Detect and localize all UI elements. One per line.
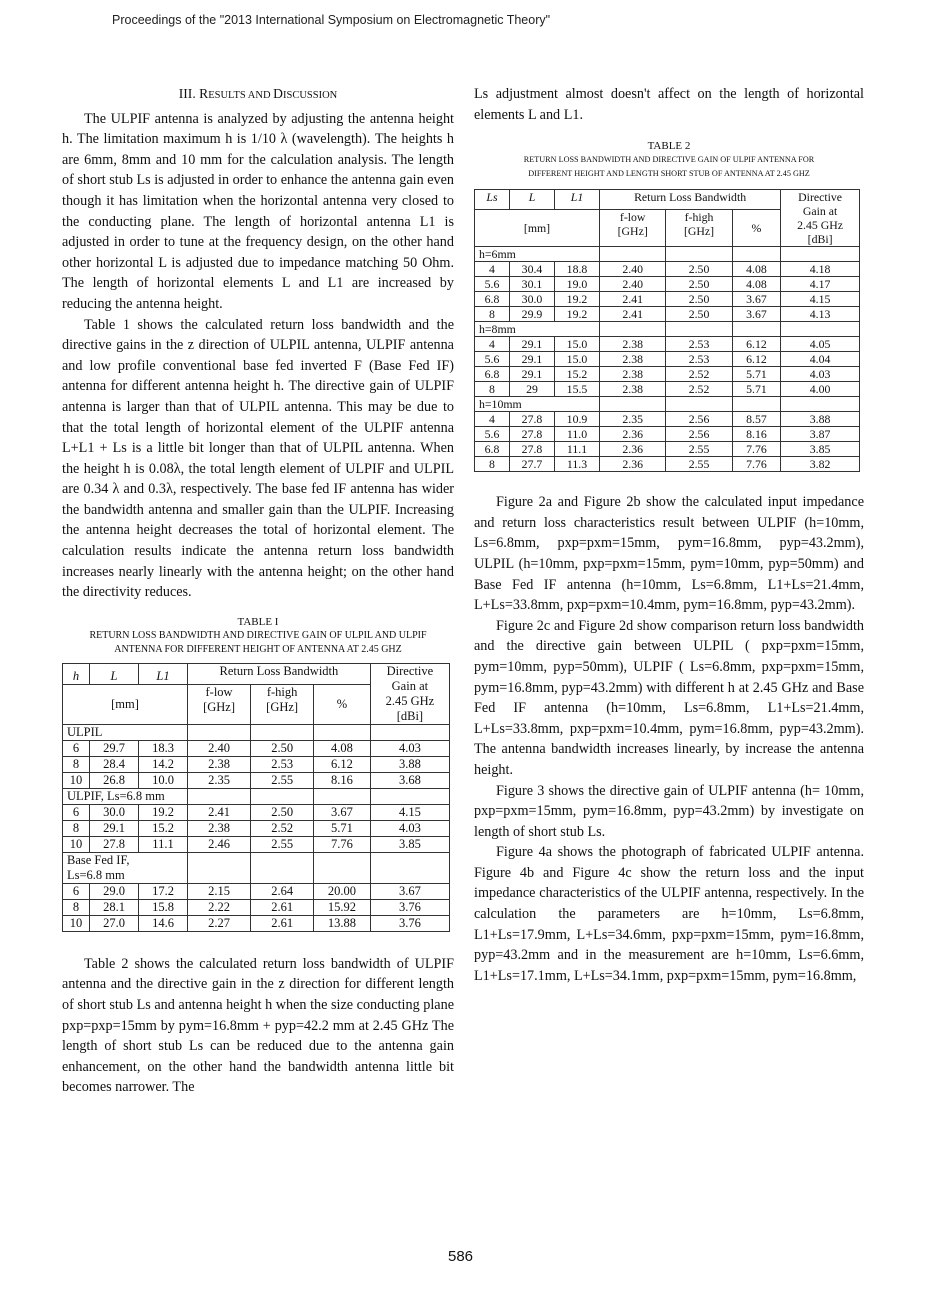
table-cell: 2.38 xyxy=(600,352,666,367)
table-cell: 8 xyxy=(475,457,510,472)
table-cell: 15.5 xyxy=(555,382,600,397)
table-cell: 3.88 xyxy=(781,412,860,427)
table-cell: 18.3 xyxy=(139,740,188,756)
table-cell: 4.15 xyxy=(370,804,449,820)
table-group-label: h=8mm xyxy=(475,322,600,337)
table-cell: 8.16 xyxy=(314,772,371,788)
table-cell: 4.18 xyxy=(781,262,860,277)
table-cell: 2.35 xyxy=(600,412,666,427)
table-cell: 4.03 xyxy=(370,820,449,836)
table-row xyxy=(475,277,860,292)
table-cell: 6.8 xyxy=(475,442,510,457)
right-column xyxy=(474,84,864,986)
table-cell: 2.36 xyxy=(600,442,666,457)
table-cell: 2.50 xyxy=(666,277,732,292)
page-number: 586 xyxy=(448,1248,474,1265)
table-cell: 11.0 xyxy=(555,427,600,442)
table-row xyxy=(475,352,860,367)
table-cell: 29.7 xyxy=(90,740,139,756)
table-row xyxy=(475,367,860,382)
table-cell: 30.0 xyxy=(510,292,555,307)
table-cell: 27.8 xyxy=(510,427,555,442)
table-cell: 5.6 xyxy=(475,427,510,442)
table-group-row xyxy=(63,788,450,804)
table-cell: 6.12 xyxy=(314,756,371,772)
table-cell: 2.50 xyxy=(666,262,732,277)
table-row xyxy=(475,442,860,457)
table-cell: 29.9 xyxy=(510,307,555,322)
table-row xyxy=(63,756,450,772)
table-cell: 29.1 xyxy=(510,352,555,367)
table-cell: 15.8 xyxy=(139,899,188,915)
table-cell: 3.88 xyxy=(370,756,449,772)
table1: h L L1 Return Loss Bandwidth Directive Gain at 2.45 GHz [dBi] [mm] f-low [GHz] f-high [GHz] % ULPIL 6 29.7 18.3 2.40 2.50 4.08 4.03 8 28.4 14.2 2.38 2.53 6.12 3.88 10 26.8 10.0 2.35 2.55 8.16 3.68 ULPIF, Ls=6.8 mm 6 30.0 19.2 2.41 2.50 3.67 4.15 8 29.1 15.2 2.38 2.52 5.71 4.03 10 27.8 11.1 2.46 2.55 7.76 3.85 Base Fed IF, Ls=6.8 mm 6 29.0 17.2 2.15 2.64 20.00 3.67 8 28.1 15.8 2.22 2.61 15.92 3.76 10 27.0 14.6 2.27 2.61 13.88 3.76 xyxy=(62,663,450,932)
table-row xyxy=(475,382,860,397)
table-cell: 28.1 xyxy=(90,899,139,915)
table-row xyxy=(63,772,450,788)
table-row xyxy=(475,262,860,277)
section-title: III. RESULTS AND DISCUSSION xyxy=(178,86,338,101)
table-cell: 2.56 xyxy=(666,412,732,427)
table-group-row xyxy=(63,724,450,740)
table-group-label: Base Fed IF, Ls=6.8 mm xyxy=(63,852,188,883)
table-cell: 27.8 xyxy=(90,836,139,852)
table-cell: 2.55 xyxy=(251,772,314,788)
table-cell: 27.8 xyxy=(510,442,555,457)
table-cell: 17.2 xyxy=(139,883,188,899)
table-group-row xyxy=(63,852,450,883)
table-cell: 29.1 xyxy=(510,337,555,352)
table-cell: 2.52 xyxy=(251,820,314,836)
table-cell: 2.41 xyxy=(600,307,666,322)
table-cell: 10 xyxy=(63,915,90,931)
table-row xyxy=(475,307,860,322)
table-cell: 15.2 xyxy=(139,820,188,836)
table-cell: 3.82 xyxy=(781,457,860,472)
table-row xyxy=(63,804,450,820)
table-cell: 2.40 xyxy=(188,740,251,756)
table-cell: 4.03 xyxy=(370,740,449,756)
table-cell: 26.8 xyxy=(90,772,139,788)
paragraph-2: Table 1 shows the calculated return loss bandwidth and the directive gains in the z direction of ULPIL antenna, ULPIF antenna and low profile conventional base fed inverted F (Base Fed IF) antenna for different antenna height h. The directive gain of ULPIF antenna is larger than that of ULPIL antenna. This may be due to that the total length of horizontal element of the ULPIF antenna L+L1 + Ls is a little bit longer than that of ULPIL antenna. When the height h is 0.08λ, the total length element of ULPIF and ULPIL are 0.34 λ and 0.3λ, respectively. The base fed IF antenna has wider the bandwidth antenna and smaller gain than the ULPIF. Increasing the antenna height decreases the total of horizontal element. The calculation results indicate the antenna return loss bandwidth increases nearly linearly with the antenna height; on the other hand the directivity reduces. xyxy=(62,316,454,601)
table-cell: 4.08 xyxy=(314,740,371,756)
table-row xyxy=(63,836,450,852)
table2-label: TABLE 2 xyxy=(647,140,691,153)
table-cell: 8 xyxy=(475,382,510,397)
paragraph-6: Figure 2c and Figure 2d show comparison return loss bandwidth and the directive gain between ULPIL ( pxp=pxm=15mm, pym=10mm, pyp=50mm), ULPIF ( Ls=6.8mm, pxp=pxm=15mm, pym=16.8mm, pyp=43.2mm) with different h at 2.45 GHz and Base Fed IF antenna (h=10mm, Ls=6.8mm, L1+Ls=21.4mm, L+Ls=33.8mm, pxp=pxm=10.4mm, pym=16.8mm, pyp=43.2mm). The antenna bandwidth increases linearly, by increase the antenna height. xyxy=(474,617,864,778)
table-cell: 4.13 xyxy=(781,307,860,322)
table-cell: 2.40 xyxy=(600,277,666,292)
table-cell: 7.76 xyxy=(732,442,780,457)
table-cell: 2.35 xyxy=(188,772,251,788)
table-cell: 3.76 xyxy=(370,899,449,915)
table-cell: 3.68 xyxy=(370,772,449,788)
left-column xyxy=(62,84,454,1098)
table-cell: 2.50 xyxy=(251,804,314,820)
table-row xyxy=(475,457,860,472)
table-cell: 14.2 xyxy=(139,756,188,772)
table-group-row xyxy=(475,322,860,337)
conference-header: Proceedings of the "2013 International Symposium on Electromagnetic Theory" xyxy=(112,13,551,27)
table-cell: 3.85 xyxy=(781,442,860,457)
table-cell: 2.56 xyxy=(666,427,732,442)
table-cell: 4.04 xyxy=(781,352,860,367)
table-cell: 15.2 xyxy=(555,367,600,382)
table-cell: 27.7 xyxy=(510,457,555,472)
table-cell: 2.53 xyxy=(666,352,732,367)
table-cell: 8 xyxy=(63,820,90,836)
table-row xyxy=(475,292,860,307)
table-cell: 4 xyxy=(475,412,510,427)
table-cell: 6.8 xyxy=(475,292,510,307)
table-cell: 2.55 xyxy=(666,442,732,457)
table-cell: 2.41 xyxy=(600,292,666,307)
table-cell: 20.00 xyxy=(314,883,371,899)
table-cell: 5.6 xyxy=(475,352,510,367)
table-cell: 29.0 xyxy=(90,883,139,899)
table-cell: 30.0 xyxy=(90,804,139,820)
paragraph-4: Ls adjustment almost doesn't affect on the length of horizontal elements L and L1. xyxy=(474,86,864,123)
table1-label: TABLE I xyxy=(237,615,279,628)
paragraph-7: Figure 3 shows the directive gain of ULPIF antenna (h= 10mm, pxp=pxm=15mm, pym=16.8mm, pyp=43.2mm) by investigate on length of short stub Ls. xyxy=(474,782,864,840)
table-cell: 6 xyxy=(63,740,90,756)
table-cell: 3.85 xyxy=(370,836,449,852)
table-cell: 8.57 xyxy=(732,412,780,427)
table-row xyxy=(63,915,450,931)
table-cell: 30.1 xyxy=(510,277,555,292)
table-cell: 2.61 xyxy=(251,915,314,931)
table-cell: 4.17 xyxy=(781,277,860,292)
table-cell: 3.76 xyxy=(370,915,449,931)
table-cell: 4 xyxy=(475,262,510,277)
table-group-row xyxy=(475,247,860,262)
table-group-label: ULPIL xyxy=(63,724,188,740)
table-cell: 29.1 xyxy=(90,820,139,836)
table-cell: 11.1 xyxy=(555,442,600,457)
table-cell: 8 xyxy=(63,899,90,915)
paragraph-5: Figure 2a and Figure 2b show the calculated input impedance and return loss characteristics result between ULPIF (h=10mm, Ls=6.8mm, pxp=pxm=15mm, pym=16.8mm, pyp=43.2mm), ULPIL (h=10mm, pxp=pxm=15mm, pym=10mm, pyp=50mm) and Base Fed IF antenna (h=10mm, Ls=6.8mm, L1+Ls=21.4mm, L+Ls=33.8mm, pxp=pxm=10.4mm, pym=16.8mm, pyp=43.2mm). xyxy=(474,494,864,614)
paragraph-1: The ULPIF antenna is analyzed by adjusting the antenna height h. The limitation maximum h is 1/10 λ (wavelength). The heights h are 6mm, 8mm and 10 mm for the calculation analysis. The length of short stub Ls is adjusted in order to enhance the antenna gain even though it has limitation when the horizontal antenna very closed to the conducting plane. The length of horizontal antenna L1 is adjusted in order to tune at the frequency design, on the other hand other horizontal L is adjusted due to impedance matching 50 Ohm. The length of horizontal elements L and L1 are increased by reducing the antenna height. xyxy=(62,110,455,312)
table-row xyxy=(63,883,450,899)
paragraph-8: Figure 4a shows the photograph of fabricated ULPIF antenna. Figure 4b and Figure 4c show the return loss and the input impedance characteristics of the ULPIF antenna, respectively. In the calculation the parameters are h=10mm, Ls=6.8mm, L1+Ls=17.9mm, L+Ls=34.6mm, pxp=pxm=15mm, pym=16.8mm, pyp=43.2mm and in the measurement are h=10mm, Ls=6.6mm, L1+Ls=17.1mm, L+Ls=34.1mm, pxp=pxm=15mm, pym=16.8mm, xyxy=(474,844,864,984)
table-cell: 15.0 xyxy=(555,352,600,367)
table-cell: 2.53 xyxy=(251,756,314,772)
table-cell: 2.27 xyxy=(188,915,251,931)
table-cell: 4.08 xyxy=(732,277,780,292)
table-cell: 5.71 xyxy=(732,367,780,382)
table-cell: 6 xyxy=(63,883,90,899)
table-cell: 2.22 xyxy=(188,899,251,915)
table-cell: 2.41 xyxy=(188,804,251,820)
table-cell: 6 xyxy=(63,804,90,820)
table2-caption: TABLE 2 RETURN LOSS BANDWIDTH AND DIRECTIVE GAIN OF ULPIF ANTENNA FOR DIFFERENT HEIGHT AND LENGTH SHORT STUB OF ANTENNA AT 2.45 GHZ xyxy=(474,139,864,181)
table-cell: 4.15 xyxy=(781,292,860,307)
table-cell: 27.0 xyxy=(90,915,139,931)
table-cell: 5.71 xyxy=(732,382,780,397)
table-cell: 6.8 xyxy=(475,367,510,382)
table-group-row xyxy=(475,397,860,412)
table-cell: 4.03 xyxy=(781,367,860,382)
table-cell: 29 xyxy=(510,382,555,397)
table-cell: 15.92 xyxy=(314,899,371,915)
table-cell: 10.9 xyxy=(555,412,600,427)
table-cell: 3.67 xyxy=(732,307,780,322)
table-cell: 3.67 xyxy=(370,883,449,899)
table-group-label: h=6mm xyxy=(475,247,600,262)
table-cell: 2.64 xyxy=(251,883,314,899)
table-cell: 2.38 xyxy=(600,337,666,352)
table-cell: 10 xyxy=(63,772,90,788)
table-row xyxy=(475,427,860,442)
table-cell: 8 xyxy=(63,756,90,772)
table-cell: 5.71 xyxy=(314,820,371,836)
table-cell: 2.55 xyxy=(666,457,732,472)
table-cell: 2.38 xyxy=(188,820,251,836)
table-row xyxy=(475,337,860,352)
table-cell: 5.6 xyxy=(475,277,510,292)
table-cell: 4.00 xyxy=(781,382,860,397)
table-cell: 2.52 xyxy=(666,367,732,382)
table-row xyxy=(63,899,450,915)
table-cell: 13.88 xyxy=(314,915,371,931)
table-cell: 19.2 xyxy=(555,292,600,307)
table-cell: 3.67 xyxy=(314,804,371,820)
table-cell: 29.1 xyxy=(510,367,555,382)
table-cell: 27.8 xyxy=(510,412,555,427)
table-cell: 10.0 xyxy=(139,772,188,788)
table-cell: 2.38 xyxy=(600,367,666,382)
table-cell: 7.76 xyxy=(732,457,780,472)
table-cell: 6.12 xyxy=(732,352,780,367)
table-cell: 2.50 xyxy=(666,292,732,307)
table1-caption: TABLE I RETURN LOSS BANDWIDTH AND DIRECTIVE GAIN OF ULPIL AND ULPIF ANTENNA FOR DIFFERENT HEIGHT OF ANTENNA AT 2.45 GHZ xyxy=(62,615,454,657)
table-cell: 4 xyxy=(475,337,510,352)
table-cell: 2.40 xyxy=(600,262,666,277)
table-cell: 2.55 xyxy=(251,836,314,852)
table-cell: 2.38 xyxy=(188,756,251,772)
table-cell: 8 xyxy=(475,307,510,322)
table-cell: 11.3 xyxy=(555,457,600,472)
table-cell: 2.52 xyxy=(666,382,732,397)
table-cell: 10 xyxy=(63,836,90,852)
table-cell: 2.38 xyxy=(600,382,666,397)
table-cell: 3.67 xyxy=(732,292,780,307)
table-cell: 2.36 xyxy=(600,427,666,442)
table-row xyxy=(63,820,450,836)
table-row xyxy=(475,412,860,427)
paragraph-3: Table 2 shows the calculated return loss bandwidth of ULPIF antenna and the directive gain in the z direction for different length of short stub Ls and antenna height h when the size conducting plane pxp=pxp=15mm by pym=16.8mm + pyp=42.2 mm at 2.45 GHz The length of short stub Ls can be reduced due to the antenna gain enhancement, on the other hand the bandwidth antenna little bit becomes narrower. The xyxy=(62,955,454,1096)
table-cell: 2.15 xyxy=(188,883,251,899)
table-cell: 28.4 xyxy=(90,756,139,772)
table-cell: 19.0 xyxy=(555,277,600,292)
table-cell: 19.2 xyxy=(555,307,600,322)
table-group-label: h=10mm xyxy=(475,397,600,412)
table-cell: 8.16 xyxy=(732,427,780,442)
table-row xyxy=(63,740,450,756)
table-cell: 14.6 xyxy=(139,915,188,931)
table-group-label: ULPIF, Ls=6.8 mm xyxy=(63,788,188,804)
table-cell: 2.61 xyxy=(251,899,314,915)
table-cell: 7.76 xyxy=(314,836,371,852)
table-cell: 11.1 xyxy=(139,836,188,852)
table-cell: 6.12 xyxy=(732,337,780,352)
table-cell: 2.36 xyxy=(600,457,666,472)
table-cell: 4.08 xyxy=(732,262,780,277)
table-cell: 30.4 xyxy=(510,262,555,277)
table-cell: 2.53 xyxy=(666,337,732,352)
table-cell: 3.87 xyxy=(781,427,860,442)
table-cell: 2.50 xyxy=(666,307,732,322)
table-cell: 15.0 xyxy=(555,337,600,352)
table-cell: 2.46 xyxy=(188,836,251,852)
table-cell: 2.50 xyxy=(251,740,314,756)
table-cell: 18.8 xyxy=(555,262,600,277)
table-cell: 4.05 xyxy=(781,337,860,352)
table2: Ls L L1 Return Loss Bandwidth Directive Gain at 2.45 GHz [dBi] [mm] f-low [GHz] f-high [GHz] % h=6mm 4 30.4 18.8 2.40 2.50 4.08 4.18 5.6 30.1 19.0 2.40 2.50 4.08 4.17 6.8 30.0 19.2 2.41 2.50 3.67 4.15 8 29.9 19.2 2.41 2.50 3.67 4.13 h=8mm 4 29.1 15.0 2.38 2.53 6.12 4.05 5.6 29.1 15.0 2.38 2.53 6.12 4.04 6.8 29.1 15.2 2.38 2.52 5.71 4.03 8 29 15.5 2.38 2.52 5.71 4.00 h=10mm 4 27.8 10.9 2.35 2.56 8.57 3.88 5.6 27.8 11.0 2.36 2.56 8.16 3.87 6.8 27.8 11.1 2.36 2.55 7.76 3.85 8 27.7 11.3 2.36 2.55 7.76 3.82 xyxy=(474,189,860,472)
table-cell: 19.2 xyxy=(139,804,188,820)
